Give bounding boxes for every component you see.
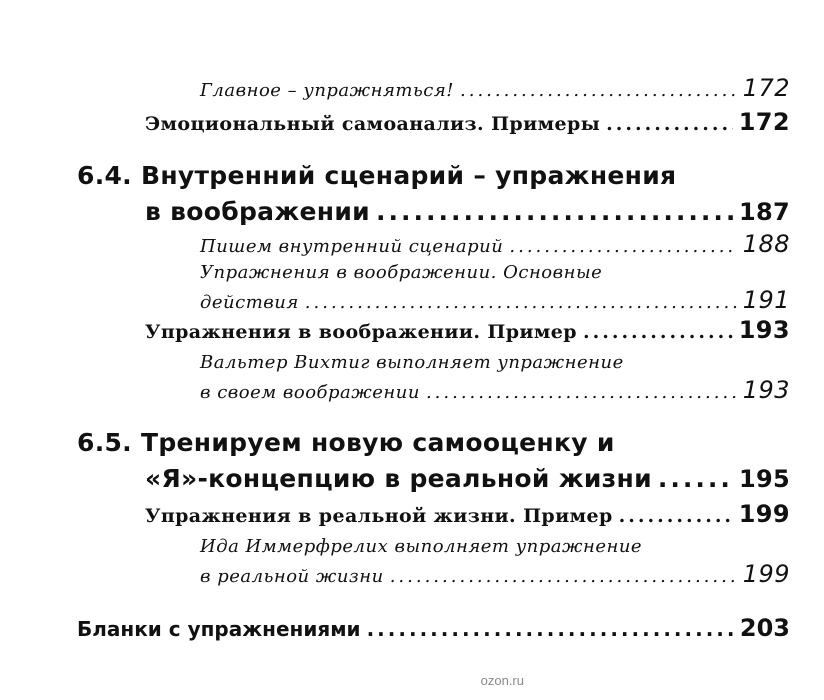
toc-entry-title: действия (200, 292, 299, 313)
toc-heading-line: в воображении (145, 197, 370, 226)
toc-entry (200, 350, 790, 404)
toc-page-number: 172 (742, 74, 790, 102)
toc-entry (145, 108, 790, 136)
toc-page-number: 193 (742, 376, 790, 404)
toc-page-number: 172 (738, 108, 790, 136)
toc-page-number: 199 (742, 560, 790, 588)
toc-entry-title: Ида Иммерфрелих выполняет упражнение (200, 536, 643, 557)
dot-leader (583, 321, 733, 343)
toc-entry-title: Пишем внутренний сценарий (200, 236, 504, 257)
toc-entry-title: в своем воображении (200, 382, 420, 403)
dot-leader (658, 461, 733, 497)
dot-leader (426, 382, 737, 403)
toc-entry-title: Вальтер Вихтиг выполняет упражнение (200, 352, 624, 373)
dot-leader (376, 194, 733, 230)
toc-entry (200, 534, 790, 588)
toc-entry-title: Упражнения в воображении. Основные (200, 262, 603, 283)
dot-leader (606, 113, 733, 135)
toc-entry (200, 74, 790, 102)
toc-entry (145, 316, 790, 344)
toc-entry-title: Эмоциональный самоанализ. Примеры (145, 113, 601, 135)
dot-leader (367, 617, 734, 641)
dot-leader (460, 80, 737, 101)
dot-leader (619, 505, 733, 527)
toc-page-number: 203 (739, 614, 790, 642)
dot-leader (390, 566, 737, 587)
toc-heading-line: 6.4. Внутренний сценарий – упражнения (77, 161, 677, 190)
toc-page-number: 188 (742, 230, 790, 258)
toc-page-number: 191 (742, 286, 790, 314)
toc-section-heading (77, 158, 790, 230)
toc-heading-line: «Я»-концепцию в реальной жизни (145, 464, 652, 493)
toc-entry (77, 614, 790, 642)
toc-entry-title: Упражнения в реальной жизни. Пример (145, 505, 613, 527)
toc-entry (145, 500, 790, 528)
toc-page-number: 193 (738, 316, 790, 344)
toc-entry-title: Бланки с упражнениями (77, 617, 361, 641)
toc-entry (200, 260, 790, 314)
toc-page-number: 187 (739, 198, 790, 226)
toc-page-number: 195 (739, 465, 790, 493)
toc-section-heading (77, 425, 790, 497)
toc-heading-line: 6.5. Тренируем новую самооценку и (77, 428, 615, 457)
toc-page-number: 199 (738, 500, 790, 528)
toc-entry-title: Главное – упражняться! (200, 80, 454, 101)
toc-entry-title: в реальной жизни (200, 566, 384, 587)
toc-entry-title: Упражнения в воображении. Пример (145, 321, 577, 343)
dot-leader (305, 292, 737, 313)
watermark: ozon.ru (480, 673, 524, 688)
dot-leader (509, 236, 736, 257)
toc-entry (200, 230, 790, 258)
